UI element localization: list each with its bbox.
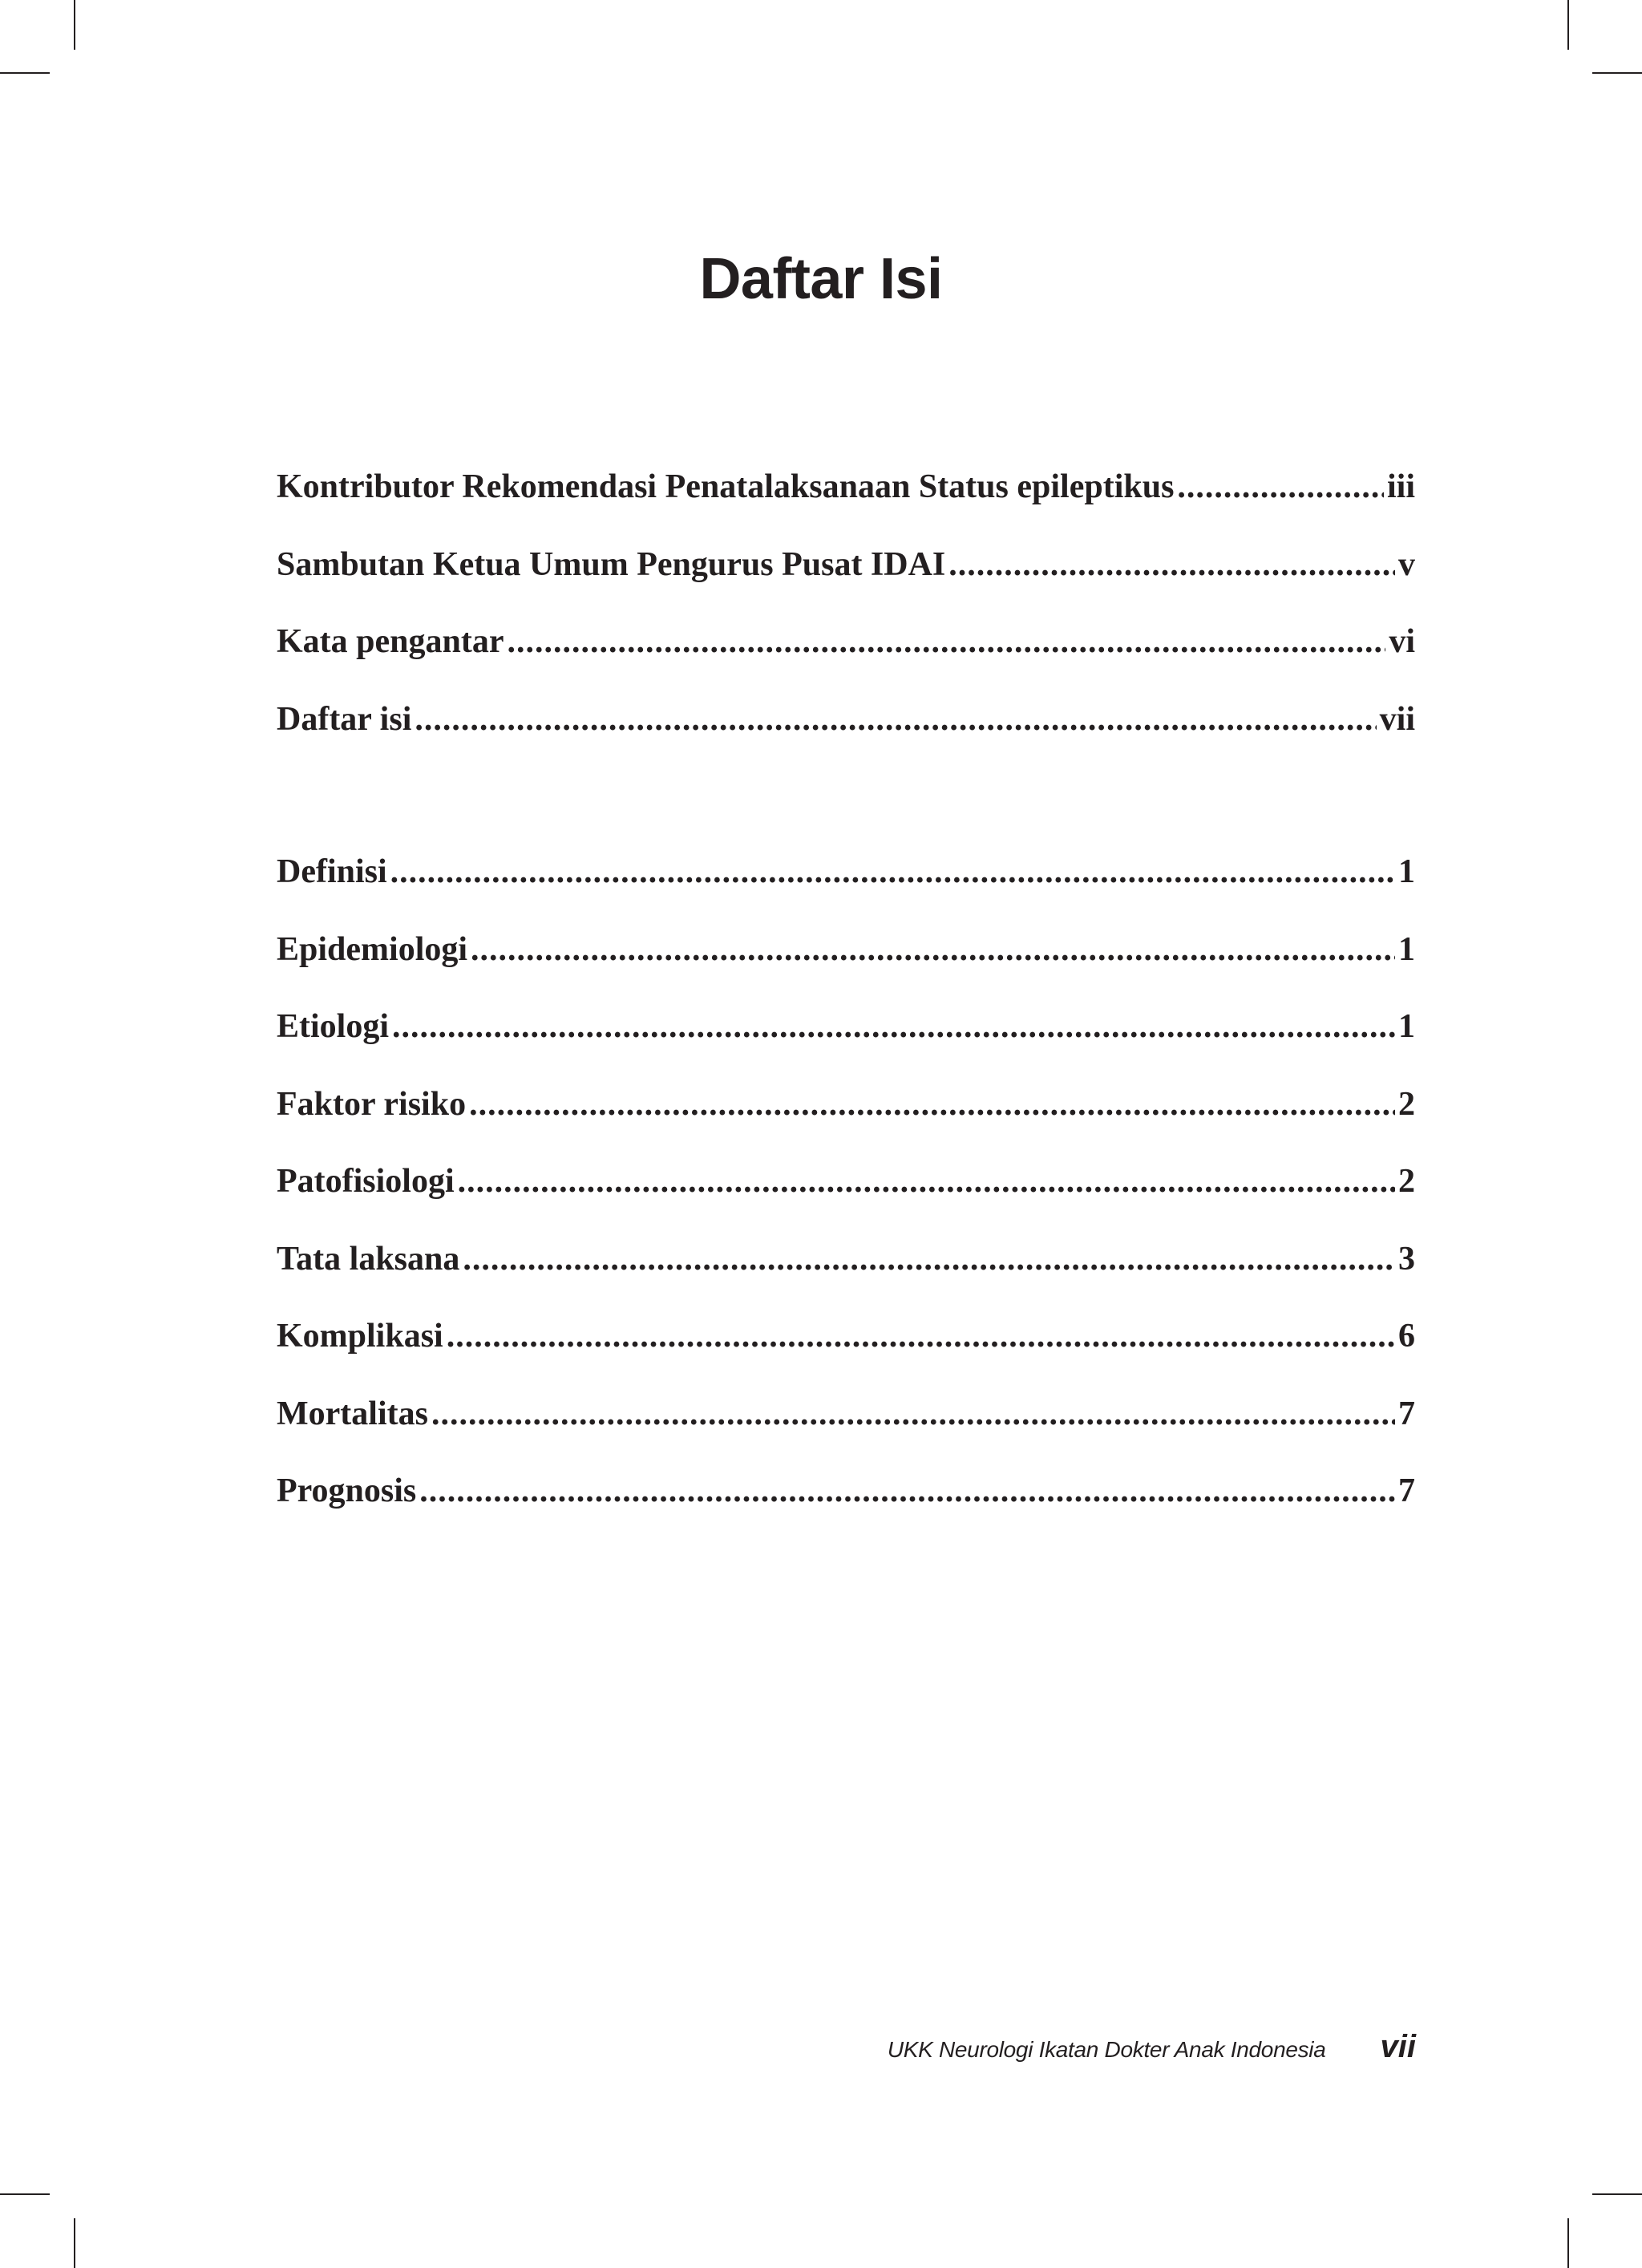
toc-entry[interactable] [277,470,1415,548]
toc-leader-dots [463,1242,1395,1276]
toc-entry-label: Faktor risiko [277,1085,467,1123]
toc-entry-label: Prognosis [277,1472,417,1509]
toc-entry-page: 2 [1398,1085,1415,1123]
toc-leader-dots [948,548,1395,581]
footer-page-number: vii [1380,2029,1416,2064]
toc-leader-dots [1177,470,1384,504]
toc-entry-label: Sambutan Ketua Umum Pengurus Pusat IDAI [277,545,946,583]
toc-entry[interactable] [277,1164,1415,1242]
toc-leader-dots [390,855,1395,889]
toc-entry-label: Mortalitas [277,1395,428,1432]
page-title: Daftar Isi [699,247,943,312]
toc-entry-label: Komplikasi [277,1318,443,1355]
toc-entry[interactable] [277,1397,1415,1475]
crop-mark-bottom-left-horizontal [0,2193,50,2195]
toc-chapters [277,855,1415,1552]
crop-mark-bottom-right-vertical [1567,2218,1569,2268]
toc-entry-label: Etiologi [277,1008,390,1045]
toc-entry[interactable] [277,1010,1415,1087]
toc-entry-page: 1 [1398,853,1415,890]
toc-entry-page: 2 [1398,1163,1415,1200]
toc-entry-label: Patofisiologi [277,1163,455,1200]
toc-entry-page: v [1398,545,1415,583]
toc-entry-page: 7 [1398,1472,1415,1509]
toc-leader-dots [431,1397,1395,1431]
toc-entry-label: Definisi [277,853,387,890]
toc-leader-dots [392,1010,1395,1043]
toc-leader-dots [508,625,1386,658]
page-footer [874,2029,1416,2065]
crop-mark-top-right-horizontal [1592,72,1642,74]
toc-entry[interactable] [277,545,1415,626]
toc-entry-page: vii [1379,700,1415,738]
toc-entry[interactable] [277,930,1415,1010]
toc-entry-page: vi [1389,623,1415,660]
crop-mark-bottom-left-vertical [74,2218,75,2268]
toc-entry-label: Kata pengantar [277,623,504,660]
crop-mark-top-left-horizontal [0,72,50,74]
toc-entry[interactable] [277,1242,1415,1320]
toc-leader-dots [447,1319,1395,1353]
toc-entry-label: Kontributor Rekomendasi Penatalaksanaan Status epileptikus [277,468,1175,505]
toc-leader-dots [415,703,1376,736]
crop-mark-top-left-vertical [74,0,75,50]
toc-leader-dots [458,1164,1395,1198]
toc-entry[interactable] [277,1474,1415,1552]
toc-entry-label: Daftar isi [277,700,412,738]
toc-leader-dots [469,1087,1395,1121]
toc-entry-label: Epidemiologi [277,930,468,968]
toc-entry-page: 6 [1398,1318,1415,1355]
crop-mark-bottom-right-horizontal [1592,2193,1642,2195]
toc-entry-page: 1 [1398,930,1415,968]
toc-entry[interactable] [277,1087,1415,1165]
toc-leader-dots [471,933,1395,966]
toc-entry-page: 3 [1398,1240,1415,1278]
footer-publisher: UKK Neurologi Ikatan Dokter Anak Indonesia [887,2037,1326,2062]
toc-entry-label: Tata laksana [277,1240,460,1278]
toc-entry-page: iii [1386,468,1415,505]
toc-entry[interactable] [277,625,1415,703]
toc-entry[interactable] [277,855,1415,933]
toc-entry[interactable] [277,700,1415,780]
toc-entry-page: 1 [1398,1008,1415,1045]
toc-front-matter [277,470,1415,780]
toc-entry[interactable] [277,1319,1415,1397]
toc-entry-page: 7 [1398,1395,1415,1432]
crop-mark-top-right-vertical [1567,0,1569,50]
toc-leader-dots [419,1474,1395,1508]
